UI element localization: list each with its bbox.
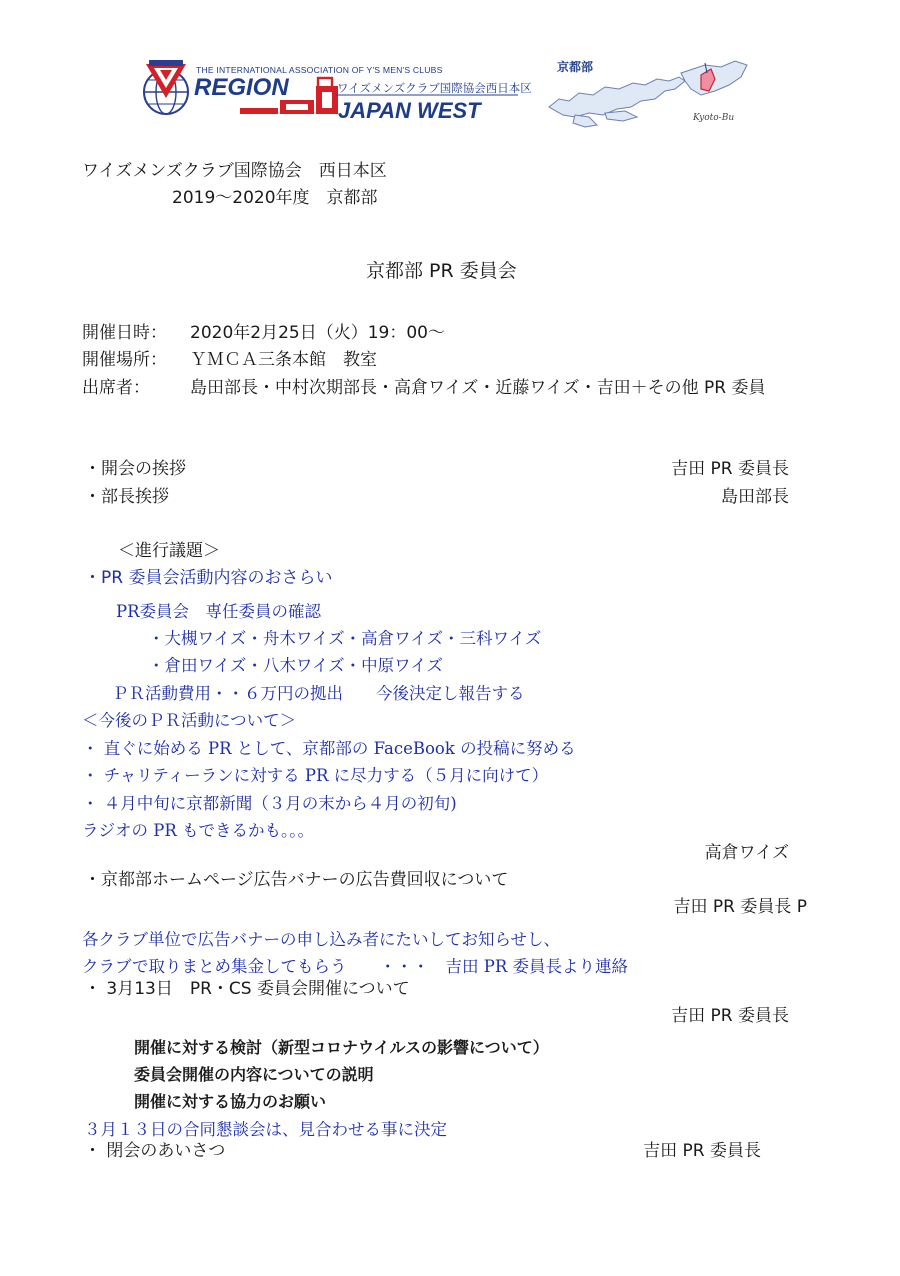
map-label: 京都部: [557, 60, 594, 74]
assoc-line: THE INTERNATIONAL ASSOCIATION OF Y'S MEN'S CLUBS: [196, 65, 443, 75]
members-line-2: ・倉田ワイズ・八木ワイズ・中原ワイズ: [148, 656, 444, 675]
closing-speaker: 吉田 PR 委員長: [643, 1141, 761, 1161]
japanese-region-line: ワイズメンズクラブ国際協会西日本区: [337, 81, 532, 95]
region-word: REGION: [194, 74, 289, 101]
place-label: 開催場所：: [82, 350, 167, 370]
members-line-1: ・大槻ワイズ・舟木ワイズ・高倉ワイズ・三科ワイズ: [148, 629, 542, 648]
closing-item: ・ 閉会のあいさつ: [84, 1141, 226, 1161]
meeting-decision: ３月１３日の合同懇談会は、見合わせる事に決定: [84, 1120, 447, 1139]
chief-greeting-speaker: 島田部長: [721, 487, 789, 507]
region-japan-west-logo: [140, 58, 532, 126]
date-label: 開催日時：: [82, 323, 167, 343]
dedicated-members-heading: PR委員会 専任委員の確認: [116, 602, 322, 621]
japan-west-word: JAPAN WEST: [338, 98, 481, 123]
future-line-2: ・ チャリティーランに対する PR に尽力する（５月に向けて）: [82, 766, 549, 785]
progress-heading: ＜進行議題＞: [118, 541, 220, 561]
future-line-1: ・ 直ぐに始める PR として、京都部の FaceBook の投稿に努める: [82, 739, 576, 758]
opening-speaker: 吉田 PR 委員長: [671, 459, 789, 479]
cost-line: ＰＲ活動費用・・６万円の拠出 今後決定し報告する: [112, 684, 525, 703]
banner-note-2: クラブで取りまとめ集金してもらう ・・・ 吉田 PR 委員長より連絡: [82, 957, 629, 976]
header-line-2: 2019～2020年度 京都部: [172, 188, 378, 208]
attendees-value: 島田部長・中村次期部長・高倉ワイズ・近藤ワイズ・吉田＋その他 PR 委員: [190, 378, 766, 398]
meeting-subitem-3: 開催に対する協力のお願い: [134, 1092, 327, 1111]
date-value: 2020年2月25日（火）19：00～: [190, 323, 445, 343]
radio-line: ラジオの PR もできるかも。。。: [82, 821, 315, 840]
chief-greeting-item: ・部長挨拶: [84, 487, 169, 507]
meeting-subitem-2: 委員会開催の内容についての説明: [134, 1065, 374, 1084]
opening-item: ・開会の挨拶: [84, 459, 186, 479]
header-line-1: ワイズメンズクラブ国際協会 西日本区: [82, 161, 387, 181]
page-title: 京都部 PR 委員会: [366, 260, 517, 282]
kyoto-region-map: [545, 55, 757, 129]
meeting-item: ・ 3月13日 PR・CS 委員会開催について: [84, 979, 410, 999]
review-item: ・PR 委員会活動内容のおさらい: [84, 568, 333, 588]
banner-note-1: 各クラブ単位で広告バナーの申し込み者にたいしてお知らせし、: [82, 930, 561, 949]
banner-speaker: 吉田 PR 委員長 P: [673, 897, 807, 917]
meeting-speaker: 吉田 PR 委員長: [671, 1006, 789, 1026]
radio-speaker: 高倉ワイズ: [704, 843, 789, 863]
future-line-3: ・ ４月中旬に京都新聞（３月の末から４月の初旬): [82, 794, 457, 813]
future-heading: ＜今後のＰＲ活動について＞: [82, 711, 297, 730]
place-value: ＹＭＣＡ三条本館 教室: [190, 350, 377, 370]
attendees-label: 出席者：: [82, 378, 150, 398]
banner-item: ・京都部ホームページ広告バナーの広告費回収について: [84, 870, 509, 890]
map-signature: Kyoto-Bu: [693, 113, 735, 123]
meeting-subitem-1: 開催に対する検討（新型コロナウイルスの影響について）: [134, 1038, 549, 1057]
